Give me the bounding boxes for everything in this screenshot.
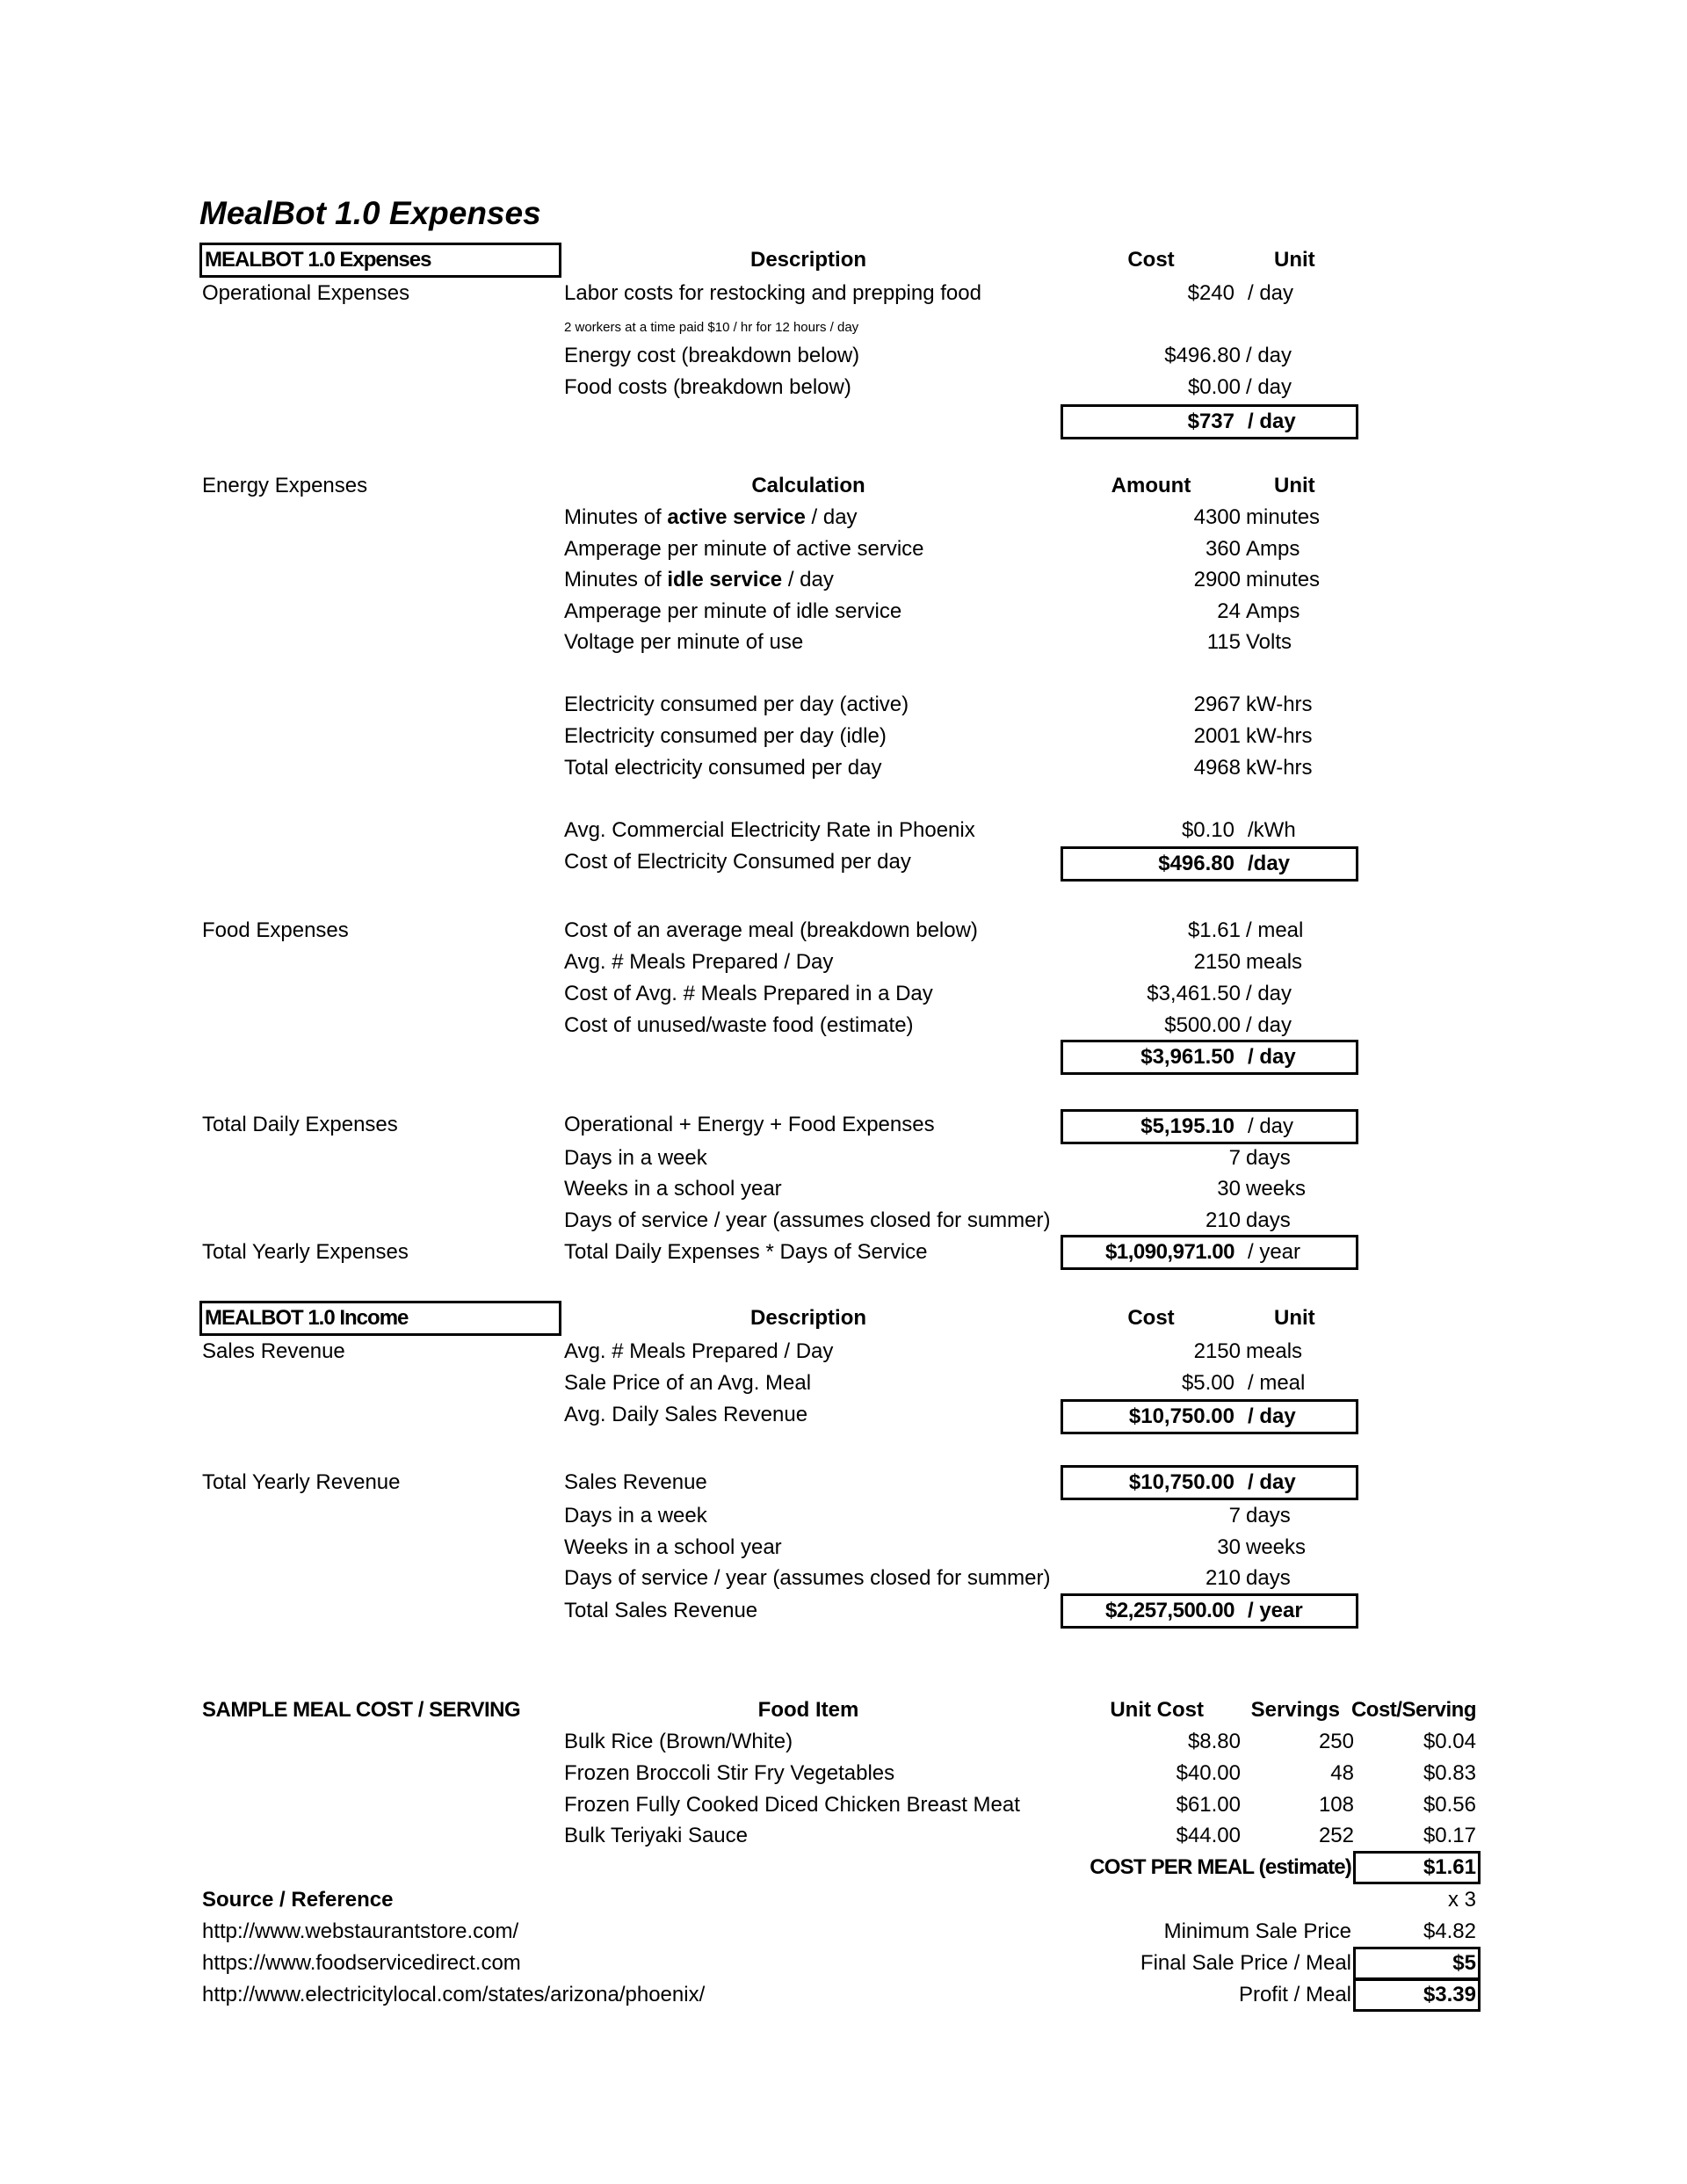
food-item-name: Bulk Teriyaki Sauce: [564, 1824, 748, 1847]
yearly-row-amount: 210: [1205, 1566, 1241, 1590]
unit-header: Unit: [1274, 248, 1315, 272]
multiplier: x 3: [1447, 1888, 1476, 1912]
total-daily-row-amount: 7: [1228, 1146, 1241, 1170]
food-total-unit: / day: [1248, 1045, 1296, 1069]
total-daily-row-desc: Weeks in a school year: [564, 1177, 782, 1201]
food-row-amount: $1.61: [1187, 918, 1241, 942]
yearly-row-unit: days: [1246, 1504, 1291, 1527]
food-row-amount: $3,461.50: [1147, 982, 1241, 1005]
yearly-row-desc: Weeks in a school year: [564, 1535, 782, 1559]
unit-header: Unit: [1274, 474, 1315, 497]
food-item-name: Bulk Rice (Brown/White): [564, 1730, 793, 1753]
description-header: Description: [749, 248, 867, 272]
total-daily-amount: $5,195.10: [1140, 1114, 1234, 1138]
total-daily-row-amount: 30: [1217, 1177, 1241, 1201]
food-item-cost-serving: $0.04: [1423, 1730, 1476, 1753]
food-item-cost-serving: $0.17: [1423, 1824, 1476, 1847]
servings-header: Servings: [1250, 1698, 1340, 1722]
total-daily-row-unit: weeks: [1246, 1177, 1307, 1201]
income-header-label: MEALBOT 1.0 Income: [205, 1306, 409, 1330]
cost-header: Cost: [1127, 1306, 1175, 1330]
min-sale-value: $4.82: [1423, 1919, 1476, 1943]
sales-row-desc: Sale Price of an Avg. Meal: [564, 1371, 812, 1395]
energy-row-amount: 24: [1217, 599, 1241, 623]
energy-row-unit: minutes: [1246, 505, 1321, 529]
food-item-servings: 48: [1330, 1761, 1354, 1785]
energy-row-unit: Volts: [1246, 630, 1292, 654]
total-daily-row-desc: Days of service / year (assumes closed for summer): [564, 1208, 1051, 1232]
profit-label: Profit / Meal: [1238, 1983, 1351, 2006]
min-sale-label: Minimum Sale Price: [1163, 1919, 1351, 1943]
food-row-amount: 2150: [1193, 950, 1241, 974]
food-item-unit-cost: $8.80: [1187, 1730, 1241, 1753]
energy-row-desc: Avg. Commercial Electricity Rate in Phoenix: [564, 818, 975, 842]
yearly-row-amount: 30: [1217, 1535, 1241, 1559]
op-row-cost: $496.80: [1164, 344, 1241, 367]
food-item-unit-cost: $44.00: [1176, 1824, 1241, 1847]
source-link[interactable]: https://www.foodservicedirect.com: [202, 1951, 521, 1975]
operational-label: Operational Expenses: [202, 281, 410, 305]
expenses-header-label: MEALBOT 1.0 Expenses: [205, 248, 431, 272]
sales-row-amount: 2150: [1193, 1339, 1241, 1363]
energy-row-desc: Voltage per minute of use: [564, 630, 804, 654]
energy-total-desc: Cost of Electricity Consumed per day: [564, 850, 911, 874]
cost-per-meal-value: $1.61: [1423, 1855, 1476, 1879]
yearly-revenue-label: Total Yearly Revenue: [202, 1470, 401, 1494]
op-row-cost: $240: [1187, 281, 1234, 305]
total-daily-row-unit: days: [1246, 1146, 1291, 1170]
sales-row-unit: meals: [1246, 1339, 1303, 1363]
sales-total-unit: / day: [1248, 1404, 1296, 1428]
energy-row-desc: Total electricity consumed per day: [564, 756, 882, 780]
op-total-cost: $737: [1187, 410, 1234, 433]
energy-row-unit: Amps: [1246, 537, 1300, 561]
energy-row-amount: 2967: [1193, 693, 1241, 716]
yearly-total-desc: Total Sales Revenue: [564, 1599, 758, 1622]
cost-per-meal-label: COST PER MEAL (estimate): [1090, 1855, 1351, 1879]
energy-row-unit: /kWh: [1248, 818, 1296, 842]
sales-revenue-label: Sales Revenue: [202, 1339, 345, 1363]
food-row-desc: Cost of an average meal (breakdown below): [564, 918, 978, 942]
cost-header: Cost: [1127, 248, 1175, 272]
source-link[interactable]: http://www.electricitylocal.com/states/arizona/phoenix/: [202, 1983, 706, 2006]
energy-row-amount: 2900: [1193, 568, 1241, 591]
yearly-row-unit: weeks: [1246, 1535, 1307, 1559]
cost-serving-header: Cost/Serving: [1350, 1698, 1476, 1722]
energy-row-desc: Amperage per minute of active service: [564, 537, 924, 561]
total-yearly-desc: Total Daily Expenses * Days of Service: [564, 1240, 928, 1264]
yearly-total-unit: / year: [1248, 1599, 1303, 1622]
op-row-note: 2 workers at a time paid $10 / hr for 12 hours / day: [564, 320, 859, 335]
yearly-revenue-unit: / day: [1248, 1470, 1296, 1494]
food-item-unit-cost: $40.00: [1176, 1761, 1241, 1785]
yearly-revenue-desc: Sales Revenue: [564, 1470, 707, 1494]
source-label: Source / Reference: [202, 1888, 394, 1912]
total-yearly-unit: / year: [1248, 1240, 1301, 1264]
op-row-unit: / day: [1246, 344, 1292, 367]
energy-row-desc: Electricity consumed per day (idle): [564, 724, 887, 748]
food-row-desc: Avg. # Meals Prepared / Day: [564, 950, 834, 974]
source-link[interactable]: http://www.webstaurantstore.com/: [202, 1919, 519, 1943]
energy-row-desc: Electricity consumed per day (active): [564, 693, 909, 716]
calculation-header: Calculation: [751, 474, 865, 497]
food-item-header: Food Item: [757, 1698, 859, 1722]
final-sale-label: Final Sale Price / Meal: [1140, 1951, 1351, 1975]
page-title: MealBot 1.0 Expenses: [199, 195, 541, 231]
energy-row-unit: minutes: [1246, 568, 1321, 591]
energy-total-unit: /day: [1248, 852, 1291, 875]
profit-value: $3.39: [1423, 1983, 1476, 2006]
op-row-desc: Food costs (breakdown below): [564, 375, 851, 399]
op-total-unit: / day: [1248, 410, 1296, 433]
food-row-amount: $500.00: [1164, 1013, 1241, 1037]
food-item-servings: 252: [1318, 1824, 1354, 1847]
op-row-desc: Energy cost (breakdown below): [564, 344, 860, 367]
final-sale-value: $5: [1452, 1951, 1476, 1975]
sales-row-unit: / meal: [1248, 1371, 1306, 1395]
energy-row-amount: 4968: [1193, 756, 1241, 780]
total-daily-row-desc: Days in a week: [564, 1146, 707, 1170]
sales-total-desc: Avg. Daily Sales Revenue: [564, 1403, 808, 1426]
energy-row-unit: Amps: [1246, 599, 1300, 623]
energy-row-amount: 115: [1206, 630, 1241, 654]
sales-row-amount: $5.00: [1181, 1371, 1234, 1395]
unit-cost-header: Unit Cost: [1110, 1698, 1204, 1722]
energy-row-desc: Minutes of idle service / day: [564, 568, 834, 591]
food-row-unit: meals: [1246, 950, 1303, 974]
energy-total-amount: $496.80: [1158, 852, 1234, 875]
food-item-unit-cost: $61.00: [1176, 1793, 1241, 1817]
total-daily-row-unit: days: [1246, 1208, 1291, 1232]
energy-row-desc: Minutes of active service / day: [564, 505, 858, 529]
total-daily-desc: Operational + Energy + Food Expenses: [564, 1113, 935, 1136]
energy-row-desc: Amperage per minute of idle service: [564, 599, 902, 623]
op-row-unit: / day: [1246, 375, 1292, 399]
food-item-name: Frozen Fully Cooked Diced Chicken Breast Meat: [564, 1793, 1020, 1817]
energy-row-unit: kW-hrs: [1246, 693, 1313, 716]
food-row-unit: / day: [1246, 982, 1292, 1005]
food-row-desc: Cost of unused/waste food (estimate): [564, 1013, 914, 1037]
yearly-row-desc: Days of service / year (assumes closed for summer): [564, 1566, 1051, 1590]
yearly-row-unit: days: [1246, 1566, 1291, 1590]
food-item-name: Frozen Broccoli Stir Fry Vegetables: [564, 1761, 895, 1785]
food-row-unit: / meal: [1246, 918, 1304, 942]
yearly-row-amount: 7: [1228, 1504, 1241, 1527]
op-row-cost: $0.00: [1187, 375, 1241, 399]
yearly-revenue-amount: $10,750.00: [1128, 1470, 1234, 1494]
energy-row-amount: $0.10: [1181, 818, 1234, 842]
food-label: Food Expenses: [202, 918, 349, 942]
energy-row-amount: 360: [1205, 537, 1241, 561]
energy-row-amount: 2001: [1193, 724, 1241, 748]
food-item-cost-serving: $0.56: [1423, 1793, 1476, 1817]
energy-row-unit: kW-hrs: [1246, 756, 1313, 780]
yearly-row-desc: Days in a week: [564, 1504, 707, 1527]
sample-meal-header: SAMPLE MEAL COST / SERVING: [202, 1698, 521, 1722]
energy-label: Energy Expenses: [202, 474, 368, 497]
food-item-cost-serving: $0.83: [1423, 1761, 1476, 1785]
total-yearly-label: Total Yearly Expenses: [202, 1240, 409, 1264]
total-daily-unit: / day: [1248, 1114, 1294, 1138]
description-header: Description: [749, 1306, 867, 1330]
op-row-unit: / day: [1248, 281, 1294, 305]
food-item-servings: 108: [1318, 1793, 1354, 1817]
op-row-desc: Labor costs for restocking and prepping food: [564, 281, 981, 305]
unit-header: Unit: [1274, 1306, 1315, 1330]
food-row-unit: / day: [1246, 1013, 1292, 1037]
total-daily-row-amount: 210: [1205, 1208, 1241, 1232]
sales-total-amount: $10,750.00: [1128, 1404, 1234, 1428]
food-total-amount: $3,961.50: [1140, 1045, 1234, 1069]
yearly-total-amount: $2,257,500.00: [1105, 1599, 1234, 1622]
sales-row-desc: Avg. # Meals Prepared / Day: [564, 1339, 834, 1363]
total-daily-label: Total Daily Expenses: [202, 1113, 398, 1136]
food-item-servings: 250: [1318, 1730, 1354, 1753]
amount-header: Amount: [1111, 474, 1191, 497]
food-row-desc: Cost of Avg. # Meals Prepared in a Day: [564, 982, 933, 1005]
energy-row-amount: 4300: [1193, 505, 1241, 529]
energy-row-unit: kW-hrs: [1246, 724, 1313, 748]
total-yearly-amount: $1,090,971.00: [1105, 1240, 1234, 1264]
